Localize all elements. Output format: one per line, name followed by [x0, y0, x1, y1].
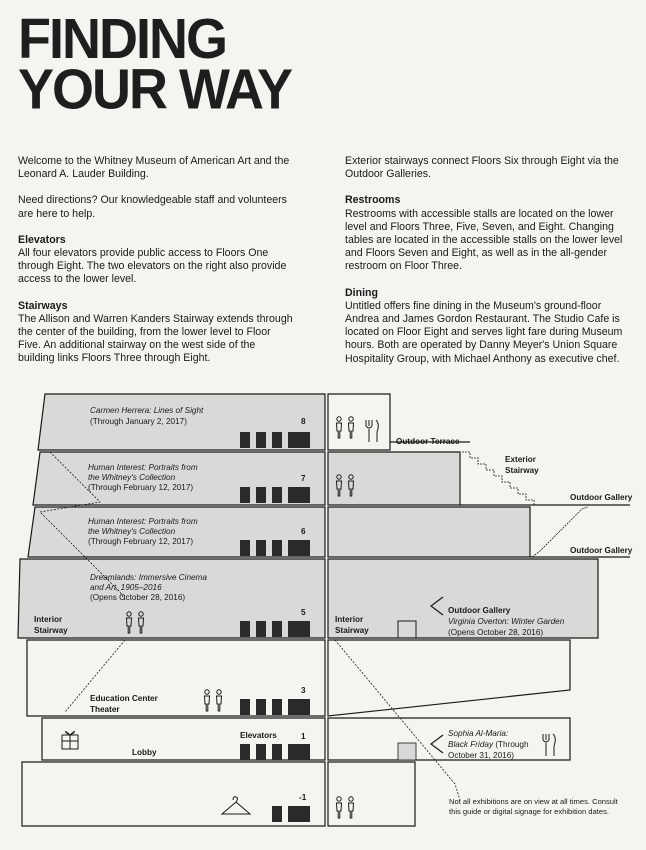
- exterior-stairway-label-1: Exterior: [505, 455, 536, 464]
- dining-heading: Dining: [345, 286, 378, 299]
- garden-dates: (Opens October 28, 2016): [448, 628, 544, 637]
- f5-exhibit-dates: (Opens October 28, 2016): [90, 593, 186, 602]
- outdoor-gallery-label-7: Outdoor Gallery: [570, 493, 633, 502]
- floor-number-lower: -1: [299, 793, 307, 802]
- f5-exhibit-title-2: and Art, 1905–2016: [90, 583, 162, 592]
- f6-exhibit-dates: (Through February 12, 2017): [88, 537, 194, 546]
- f7-exhibit-dates: (Through February 12, 2017): [88, 483, 194, 492]
- interior-stairway-label-center-1: Interior: [335, 615, 364, 624]
- dining-text: Untitled offers fine dining in the Museum's ground-floor Andrea and James Gordon Restaurant. The Studio Cafe is located on Floor Eight and serves light fare during Museum hours. Both are operated by Danny Meyer's Union Square Hospitality Group, with Michael Anthony as executive chef.: [345, 299, 623, 365]
- lobby-label: Lobby: [132, 748, 157, 757]
- floor-number-6: 6: [301, 527, 306, 536]
- left-column: [18, 155, 293, 379]
- outdoor-gallery-label-6: Outdoor Gallery: [570, 546, 633, 555]
- floor-number-5: 5: [301, 608, 306, 617]
- title-line-2: YOUR WAY: [18, 58, 292, 122]
- f6-exhibit-title-1: Human Interest: Portraits from: [88, 517, 198, 526]
- page-title: [18, 7, 292, 122]
- education-center-label-1: Education Center: [90, 694, 158, 703]
- right-column: [345, 155, 630, 379]
- outdoor-terrace-label: Outdoor Terrace: [396, 437, 460, 446]
- welcome-text: Welcome to the Whitney Museum of American Art and the Leonard A. Lauder Building.: [18, 155, 290, 181]
- elevators-text: All four elevators provide public access to Floors One through Eight. The two elevators on the right also provide access to the lower level.: [18, 247, 287, 286]
- interior-stairway-label-center-2: Stairway: [335, 626, 369, 635]
- floor-number-3: 3: [301, 686, 306, 695]
- help-text: Need directions? Our knowledgeable staff and volunteers are here to help.: [18, 194, 287, 220]
- exterior-stairs-text: Exterior stairways connect Floors Six through Eight via the Outdoor Galleries.: [345, 155, 619, 181]
- f7-exhibit-title-1: Human Interest: Portraits from: [88, 463, 198, 472]
- elevator-icon-lower: [272, 806, 282, 822]
- f6-exhibit-title-2: the Whitney's Collection: [88, 527, 176, 536]
- floor-number-1: 1: [301, 732, 306, 741]
- lobby-exhibit-marker: [398, 743, 416, 760]
- elevators-label: Elevators: [240, 731, 277, 740]
- f7-exhibit-title-2: the Whitney's Collection: [88, 473, 176, 482]
- stairways-heading: Stairways: [18, 299, 68, 312]
- f5-exhibit-title-1: Dreamlands: Immersive Cinema: [90, 573, 207, 582]
- exterior-stairway-label-2: Stairway: [505, 466, 539, 475]
- education-center-label-2: Theater: [90, 705, 120, 714]
- floor-number-7: 7: [301, 474, 306, 483]
- lobby-exhibit-3: October 31, 2016): [448, 751, 514, 760]
- restrooms-heading: Restrooms: [345, 194, 401, 207]
- interior-stairway-label-west-1: Interior: [34, 615, 63, 624]
- footnote: Not all exhibitions are on view at all times. Consult this guide or digital signage for exhibition dates.: [449, 797, 618, 816]
- restrooms-text: Restrooms with accessible stalls are located on the lower level and Floors Three, Five, Seven, and Eight. Changing tables are located in the accessible stalls on the lower level and Floors Seven and Eight, as well as in the all-gender restroom on Floor Three.: [345, 207, 623, 273]
- elevators-heading: Elevators: [18, 233, 66, 246]
- garden-title: Outdoor Gallery: [448, 606, 511, 615]
- garden-exhibit: Virginia Overton: Winter Garden: [448, 617, 565, 626]
- stairways-text: The Allison and Warren Kanders Stairway extends through the center of the building, from the lower level to Floor Five. An additional stairway on the west side of the building links Floors Three through Eight.: [18, 312, 293, 365]
- lobby-exhibit-2: Black Friday (Through: [448, 740, 529, 749]
- floor-number-8: 8: [301, 417, 306, 426]
- lobby-exhibit-1: Sophia Al-Maria:: [448, 729, 509, 738]
- interior-stairway-label-west-2: Stairway: [34, 626, 68, 635]
- elevator-icon-lower-2: [288, 806, 310, 822]
- f8-exhibit-title: Carmen Herrera: Lines of Sight: [90, 406, 204, 415]
- f8-exhibit-dates: (Through January 2, 2017): [90, 417, 187, 426]
- building-map: [0, 380, 646, 830]
- title-line-1: FINDING: [18, 7, 226, 71]
